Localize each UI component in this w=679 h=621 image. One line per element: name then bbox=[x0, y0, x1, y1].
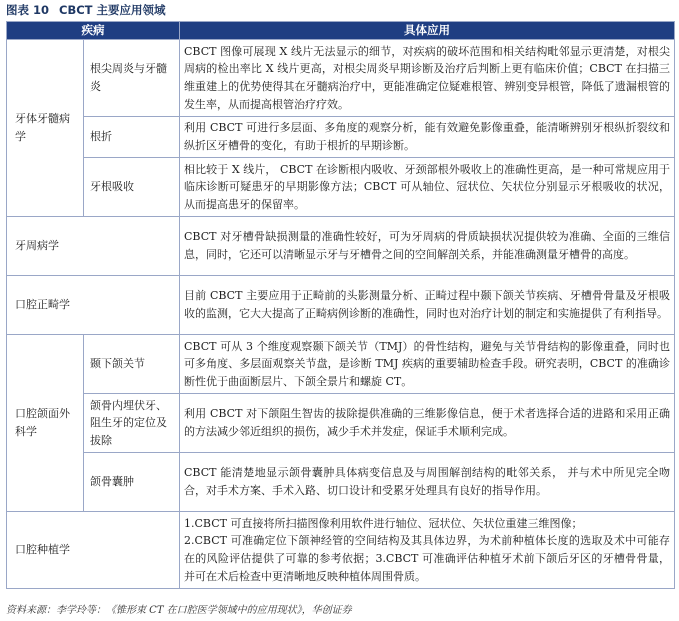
description-cell bbox=[180, 512, 675, 589]
figure-title bbox=[6, 2, 674, 19]
table-row bbox=[7, 276, 675, 335]
table-row bbox=[7, 335, 675, 394]
source-note: 资料来源：李学玲等：《锥形束 CT 在口腔医学领域中的应用现状》，华创证券 bbox=[6, 605, 352, 616]
table-row bbox=[7, 512, 675, 589]
description-cell: 相比较于 X 线片， CBCT 在诊断根内吸收、牙颈部根外吸收上的准确性更高，是一种可常规应用于临床诊断可疑患牙的早期影像方法；CBCT 可从轴位、冠状位、矢状位分别显示牙根吸收的状况，从而提高患牙的保留率。 bbox=[180, 158, 675, 217]
figure-title-text: CBCT 主要应用领域 bbox=[59, 3, 166, 17]
category-cell: 牙周病学 bbox=[7, 217, 180, 276]
header-application: 具体应用 bbox=[180, 22, 675, 40]
description-cell: CBCT 图像可展现 X 线片无法显示的细节，对疾病的破坏范围和相关结构毗邻显示更清楚，对根尖周病的检出率比 X 线片更高，对根尖周炎早期诊断及治疗后判断上更有临床价值；CBCT 在扫描三维重建上的优势使得其在牙髓病治疗中，更能准确定位疑难根管、辨别变异根管，降低了遗漏根管的发生率，从而提高根管治疗疗效。 bbox=[180, 40, 675, 117]
table-row bbox=[7, 158, 675, 217]
table-row bbox=[7, 394, 675, 453]
table-header-row bbox=[7, 22, 675, 40]
subcategory-cell: 颌骨囊肿 bbox=[84, 453, 180, 512]
description-cell: CBCT 能清楚地显示颌骨囊肿具体病变信息及与周围解剖结构的毗邻关系， 并与术中所见完全吻合，对手术方案、手术入路、切口设计和受累牙处理具有良好的指导作用。 bbox=[180, 453, 675, 512]
description-cell: 利用 CBCT 对下颌阻生智齿的拔除提供准确的三维影像信息，便于术者选择合适的进路和采用正确的方法减少邻近组织的损伤，减少手术并发症，保证手术顺利完成。 bbox=[180, 394, 675, 453]
subcategory-cell: 牙根吸收 bbox=[84, 158, 180, 217]
description-cell: 目前 CBCT 主要应用于正畸前的头影测量分析、正畸过程中颞下颌关节疾病、牙槽骨骨量及牙根吸收的监测，它大大提高了正畸病例诊断的准确性，同时也对治疗计划的制定和实施提供了有利指导。 bbox=[180, 276, 675, 335]
category-cell: 口腔正畸学 bbox=[7, 276, 180, 335]
category-cell: 口腔种植学 bbox=[7, 512, 180, 589]
description-cell: CBCT 可从 3 个维度观察颞下颌关节（TMJ）的骨性结构，避免与关节骨结构的影像重叠，同时也可多角度、多层面观察关节盘，是诊断 TMJ 疾病的重要辅助检查手段。研究表明，CBCT 的准确诊断性优于曲面断层片、下颌全景片和螺旋 CT。 bbox=[180, 335, 675, 394]
table-row bbox=[7, 453, 675, 512]
table-row bbox=[7, 40, 675, 117]
subcategory-cell: 根尖周炎与牙髓炎 bbox=[84, 40, 180, 117]
category-cell: 口腔颌面外科学 bbox=[7, 335, 84, 512]
subcategory-cell: 颞下颌关节 bbox=[84, 335, 180, 394]
description-cell: 利用 CBCT 可进行多层面、多角度的观察分析，能有效避免影像重叠，能清晰辨别牙根纵折裂纹和纵折区牙槽骨的变化，有助于根折的早期诊断。 bbox=[180, 117, 675, 158]
description-cell: CBCT 对牙槽骨缺损测量的准确性较好，可为牙周病的骨质缺损状况提供较为准确、全面的三维信息，同时，它还可以清晰显示牙与牙槽骨之间的空间解剖关系，并能准确测量牙槽骨的高度。 bbox=[180, 217, 675, 276]
figure-number: 图表 10 bbox=[6, 3, 50, 17]
application-table bbox=[6, 21, 675, 589]
header-disease: 疾病 bbox=[7, 22, 180, 40]
table-row bbox=[7, 117, 675, 158]
table-row bbox=[7, 217, 675, 276]
list-item: 1.CBCT 可直接将所扫描图像利用软件进行轴位、冠状位、矢状位重建三维图像； bbox=[184, 516, 583, 530]
subcategory-cell: 颌骨内埋伏牙、阻生牙的定位及拔除 bbox=[84, 394, 180, 453]
list-item: 2.CBCT 可准确定位下颌神经管的空间结构及其具体边界，为术前种植体长度的选取及术中可能存在的风险评估提供了可靠的参考依据；3.CBCT 可准确评估种植牙术前下颌后牙区的牙槽骨骨量，并可在术后检查中更清晰地反映种植体周围骨质。 bbox=[184, 534, 670, 583]
subcategory-cell: 根折 bbox=[84, 117, 180, 158]
category-cell: 牙体牙髓病学 bbox=[7, 40, 84, 217]
